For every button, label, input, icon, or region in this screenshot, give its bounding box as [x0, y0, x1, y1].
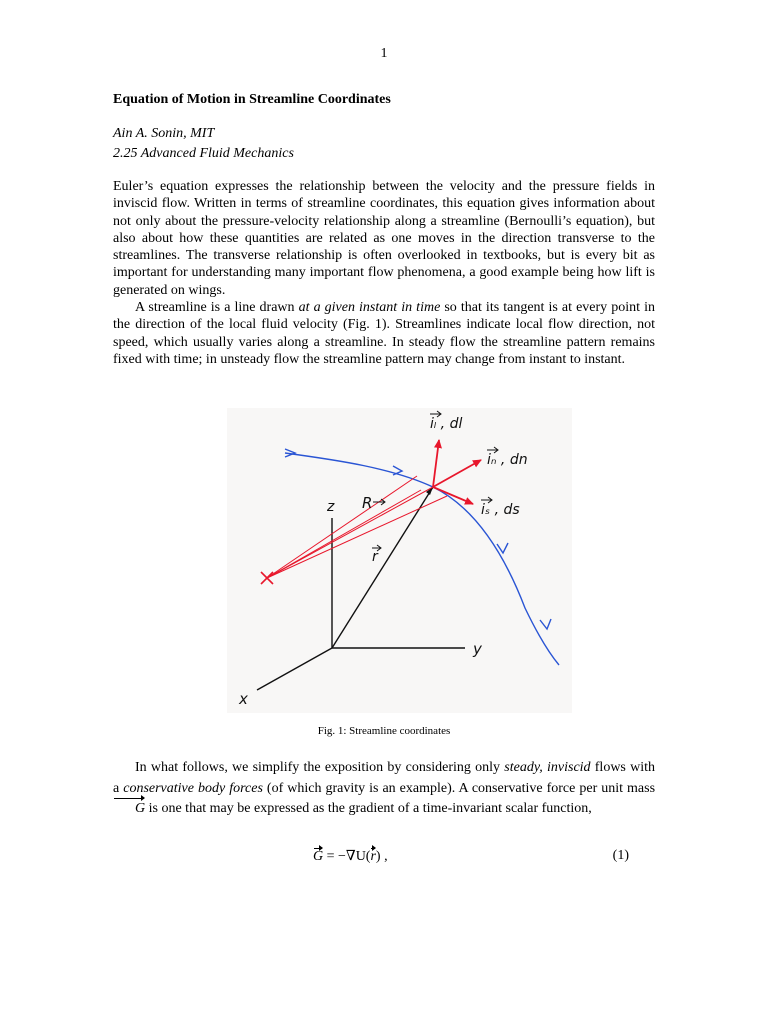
equation-1: [113, 848, 629, 870]
streamline-figure: [227, 408, 572, 713]
label-in: iₙ , dn: [487, 452, 528, 468]
intro-paragraph-2: [113, 299, 655, 368]
x-axis: [257, 648, 332, 690]
unit-vector-l: [433, 440, 439, 487]
label-x: x: [239, 690, 248, 708]
paper-title: Equation of Motion in Streamline Coordinates: [113, 92, 391, 107]
body-italic-2: conservative body forces: [123, 780, 263, 796]
body-paragraph: [113, 758, 655, 820]
label-r: r: [372, 549, 378, 565]
position-vector: [332, 487, 433, 648]
p2-text-start: A streamline is a line drawn: [135, 300, 299, 316]
equation-number: (1): [612, 848, 629, 863]
equation-middle: = −∇U(: [323, 849, 371, 864]
course-name: 2.25 Advanced Fluid Mechanics: [113, 146, 294, 161]
p2-text-end: so that its tangent is at every point in the direction of the local fluid velocity (Fig. 1). Streamlines indicate local flow direction, not speed, which usually varies along a streamline. In steady flow the streamline pattern remains fixed with time; in unsteady flow the streamline pattern may change from instant to instant.: [113, 300, 655, 367]
streamline-arrow-4: [540, 619, 551, 629]
intro-text: [113, 178, 655, 368]
equation-end: ) ,: [375, 849, 388, 864]
curvature-lines: [267, 476, 447, 578]
label-y: y: [473, 640, 482, 658]
author-name: Ain A. Sonin, MIT: [113, 126, 215, 141]
curvature-center-mark: [261, 572, 273, 584]
force-symbol: G: [113, 799, 145, 820]
equation-lhs: G: [313, 849, 324, 864]
coordinate-axes: [257, 518, 465, 690]
intro-paragraph-1: Euler’s equation expresses the relationship between the velocity and the pressure fields in inviscid flow. Written in terms of streamline coordinates, this equation gives information about not only about the pressure-velocity relationship along a streamline (Bernoulli’s equation), but also about how these quantities are related as one moves in the direction transverse to the streamlines. The transverse relationship is often overlooked in textbooks, but is every bit as important for understanding many important flow phenomena, a good example being how lift is generated on wings.: [113, 179, 655, 298]
body-italic-1: steady, inviscid: [504, 760, 591, 775]
body-text-4: is one that may be expressed as the gradient of a time-invariant scalar function,: [145, 801, 592, 816]
body-text-1: In what follows, we simplify the exposition by considering only: [135, 760, 505, 775]
equation-argument: r: [370, 849, 376, 864]
streamline-curve: [285, 453, 559, 665]
unit-vector-s: [433, 487, 473, 504]
p2-italic-phrase: at a given instant in time: [298, 300, 441, 316]
author-block: [113, 124, 294, 164]
body-text-3: (of which gravity is an example). A conservative force per unit mass: [262, 780, 656, 796]
label-is: iₛ , ds: [481, 502, 520, 518]
page-number: 1: [380, 46, 388, 61]
streamline-diagram: [227, 408, 572, 713]
unit-vector-n: [433, 460, 481, 487]
position-vector-head: [426, 487, 433, 495]
label-z: z: [327, 499, 335, 515]
streamline-arrow-2: [393, 466, 402, 475]
figure-caption: Fig. 1: Streamline coordinates: [317, 725, 451, 737]
label-R: R: [362, 494, 373, 512]
equation-expression: [313, 848, 388, 865]
body-text-2: flows with a: [113, 760, 655, 796]
body-text: [113, 758, 655, 820]
label-il: iₗ , dl: [430, 416, 463, 432]
